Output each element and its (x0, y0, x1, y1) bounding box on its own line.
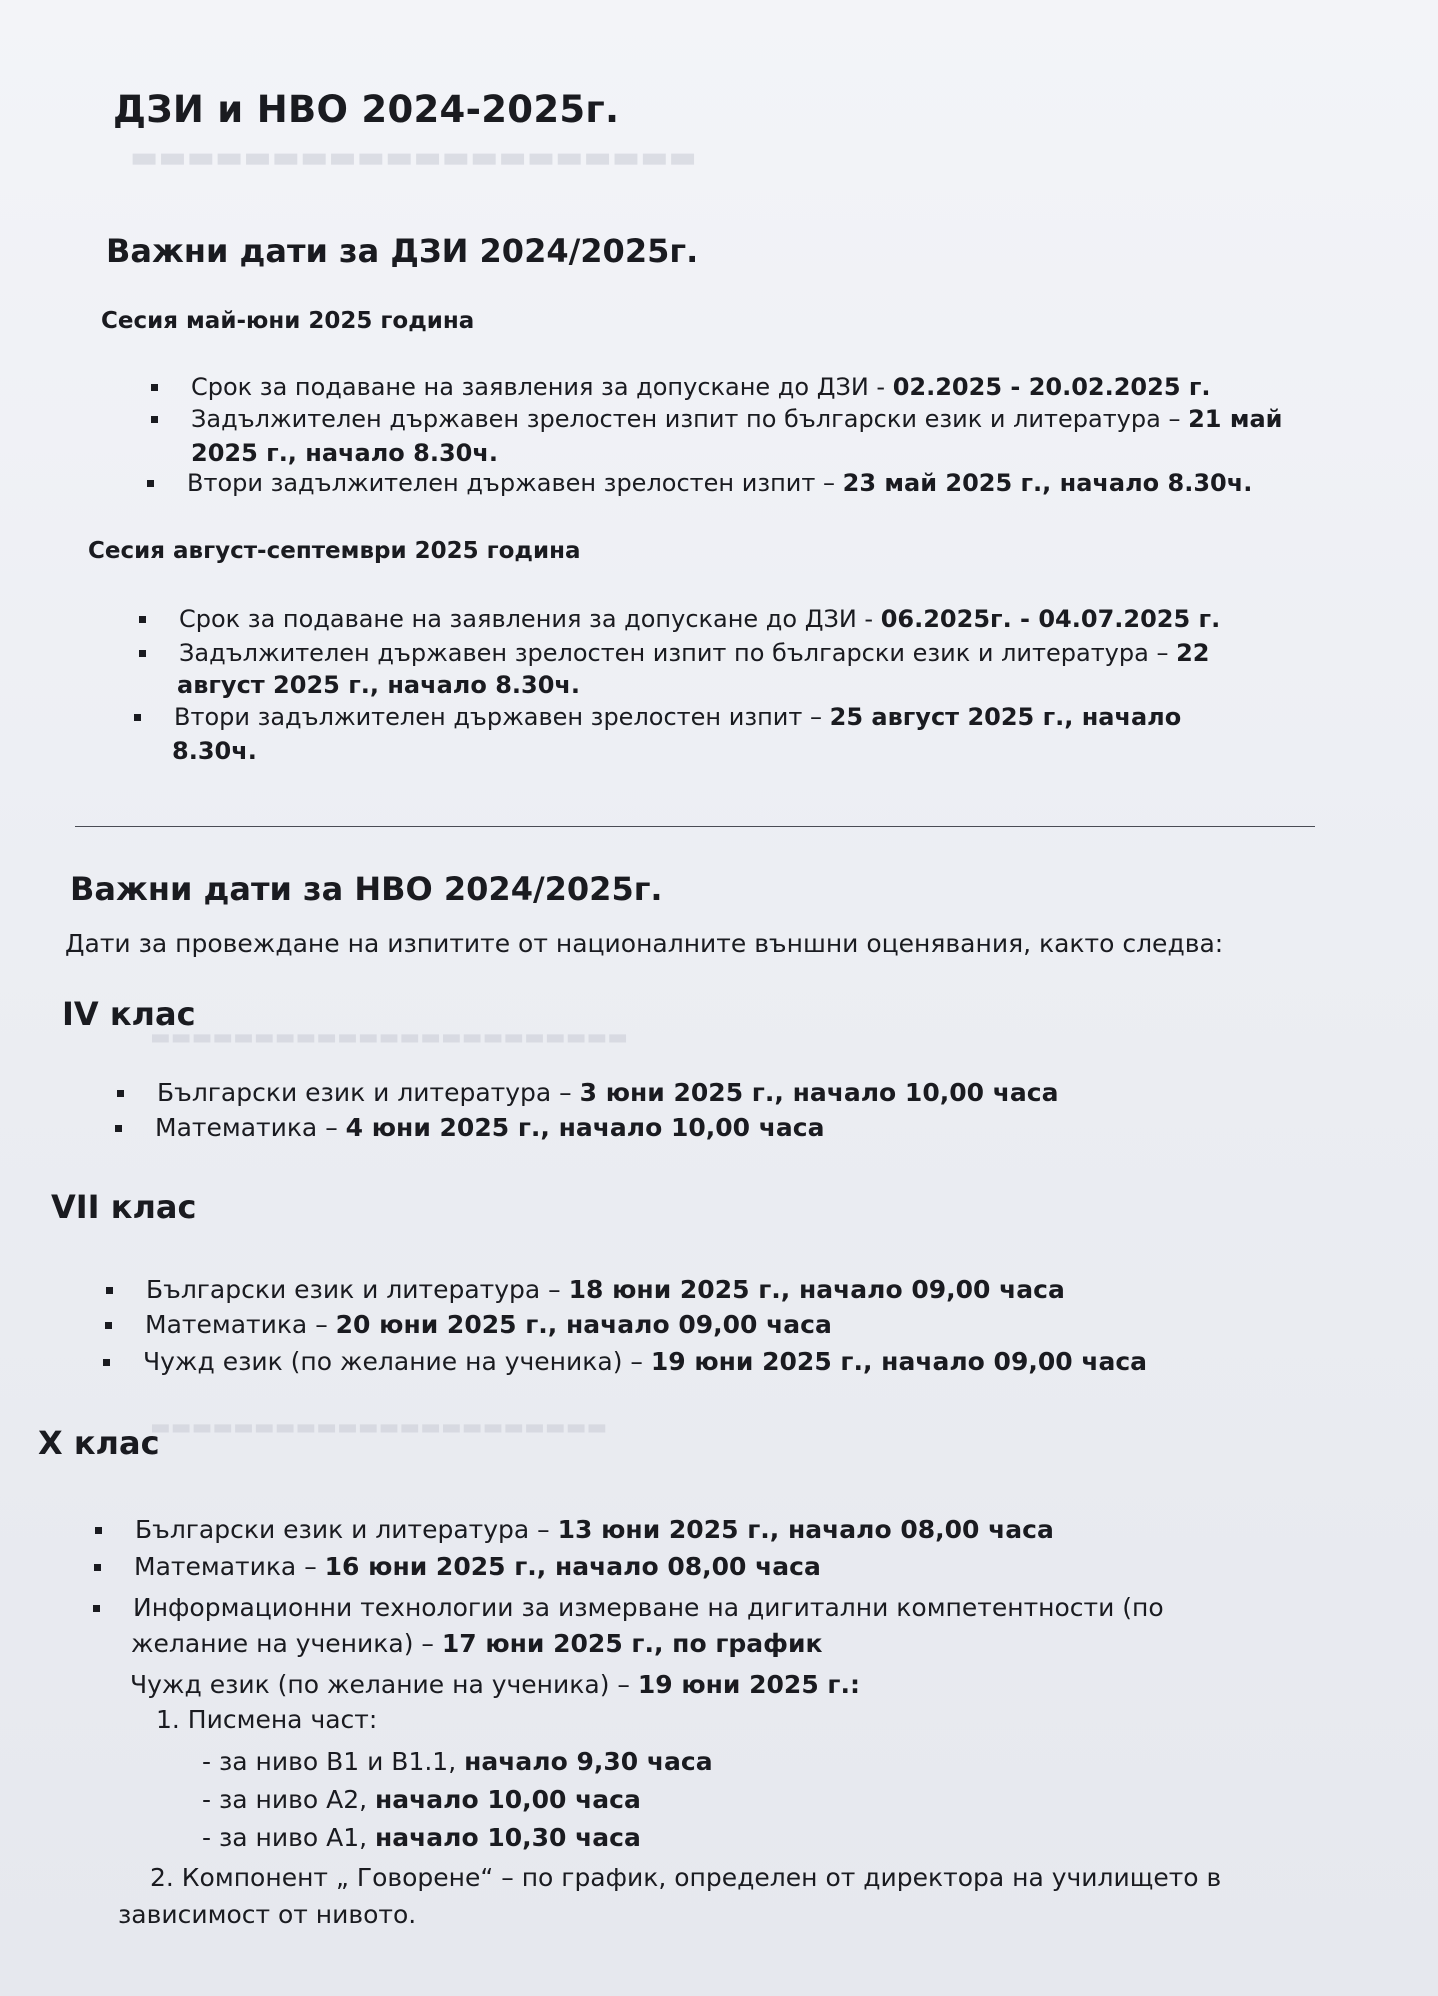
show-through-shadow: ▬▬▬▬▬▬▬▬▬▬▬▬▬▬▬▬▬▬▬▬▬▬ (150, 1415, 608, 1440)
list-item: Математика – 20 юни 2025 г., начало 09,00 часа (145, 1308, 832, 1342)
page-title: ДЗИ и НВО 2024-2025г. (113, 88, 620, 131)
list-item: Срок за подаване на заявления за допускане до ДЗИ - 02.2025 - 20.02.2025 г. (191, 370, 1211, 404)
list-item-continuation: желание на ученика) – 17 юни 2025 г., по график (131, 1629, 823, 1658)
list-item: Математика – 16 юни 2025 г., начало 08,00 часа (134, 1550, 821, 1584)
list-item-continuation: август 2025 г., начало 8.30ч. (177, 671, 581, 699)
list-item-continuation: 8.30ч. (172, 737, 257, 765)
list-item: Чужд език (по желание на ученика) – 19 юни 2025 г., начало 09,00 часа (143, 1345, 1147, 1379)
list-item: Български език и литература – 18 юни 2025 г., начало 09,00 часа (146, 1273, 1065, 1307)
speaking-component-line: 2. Компонент „ Говорене“ – по график, определен от директора на училището в (150, 1863, 1222, 1892)
speaking-component-continuation: зависимост от нивото. (118, 1900, 417, 1929)
class-iv-heading: IV клас (62, 995, 196, 1033)
list-item: Български език и литература – 3 юни 2025 г., начало 10,00 часа (157, 1076, 1058, 1110)
list-item: Български език и литература – 13 юни 2025 г., начало 08,00 часа (135, 1513, 1054, 1547)
level-line: - за ниво А2, начало 10,00 часа (202, 1785, 641, 1814)
nvo-heading: Важни дати за НВО 2024/2025г. (70, 870, 663, 908)
section-divider (75, 826, 1315, 827)
session-aug-sep-heading: Сесия август-септември 2025 година (88, 538, 581, 564)
list-item: Задължителен държавен зрелостен изпит по български език и литература – 22 (179, 636, 1209, 670)
class-vii-heading: VII клас (51, 1188, 197, 1226)
session-may-june-heading: Сесия май-юни 2025 година (101, 308, 475, 334)
foreign-language-line: Чужд език (по желание на ученика) – 19 юни 2025 г.: (130, 1670, 860, 1699)
level-line: - за ниво В1 и В1.1, начало 9,30 часа (202, 1747, 713, 1776)
list-item: Втори задължителен държавен зрелостен изпит – 25 август 2025 г., начало (174, 700, 1181, 734)
written-part-label: 1. Писмена част: (156, 1705, 378, 1734)
show-through-shadow: ▬▬▬▬▬▬▬▬▬▬▬▬▬▬▬▬▬▬▬▬ (130, 140, 697, 175)
class-x-heading: X клас (38, 1424, 160, 1462)
list-item: Срок за подаване на заявления за допускане до ДЗИ - 06.2025г. - 04.07.2025 г. (179, 602, 1220, 636)
dzi-heading: Важни дати за ДЗИ 2024/2025г. (106, 232, 699, 270)
list-item: Втори задължителен държавен зрелостен изпит – 23 май 2025 г., начало 8.30ч. (187, 466, 1252, 500)
level-line: - за ниво А1, начало 10,30 часа (202, 1823, 641, 1852)
list-item: Информационни технологии за измерване на дигитални компетентности (по (133, 1591, 1164, 1625)
nvo-intro: Дати за провеждане на изпитите от националните външни оценявания, както следва: (65, 929, 1224, 958)
list-item: Задължителен държавен зрелостен изпит по български език и литература – 21 май (191, 402, 1282, 436)
list-item: Математика – 4 юни 2025 г., начало 10,00 часа (155, 1111, 824, 1145)
list-item-continuation: 2025 г., начало 8.30ч. (191, 439, 498, 467)
show-through-shadow: ▬▬▬▬▬▬▬▬▬▬▬▬▬▬▬▬▬▬▬▬▬▬▬ (150, 1025, 629, 1050)
